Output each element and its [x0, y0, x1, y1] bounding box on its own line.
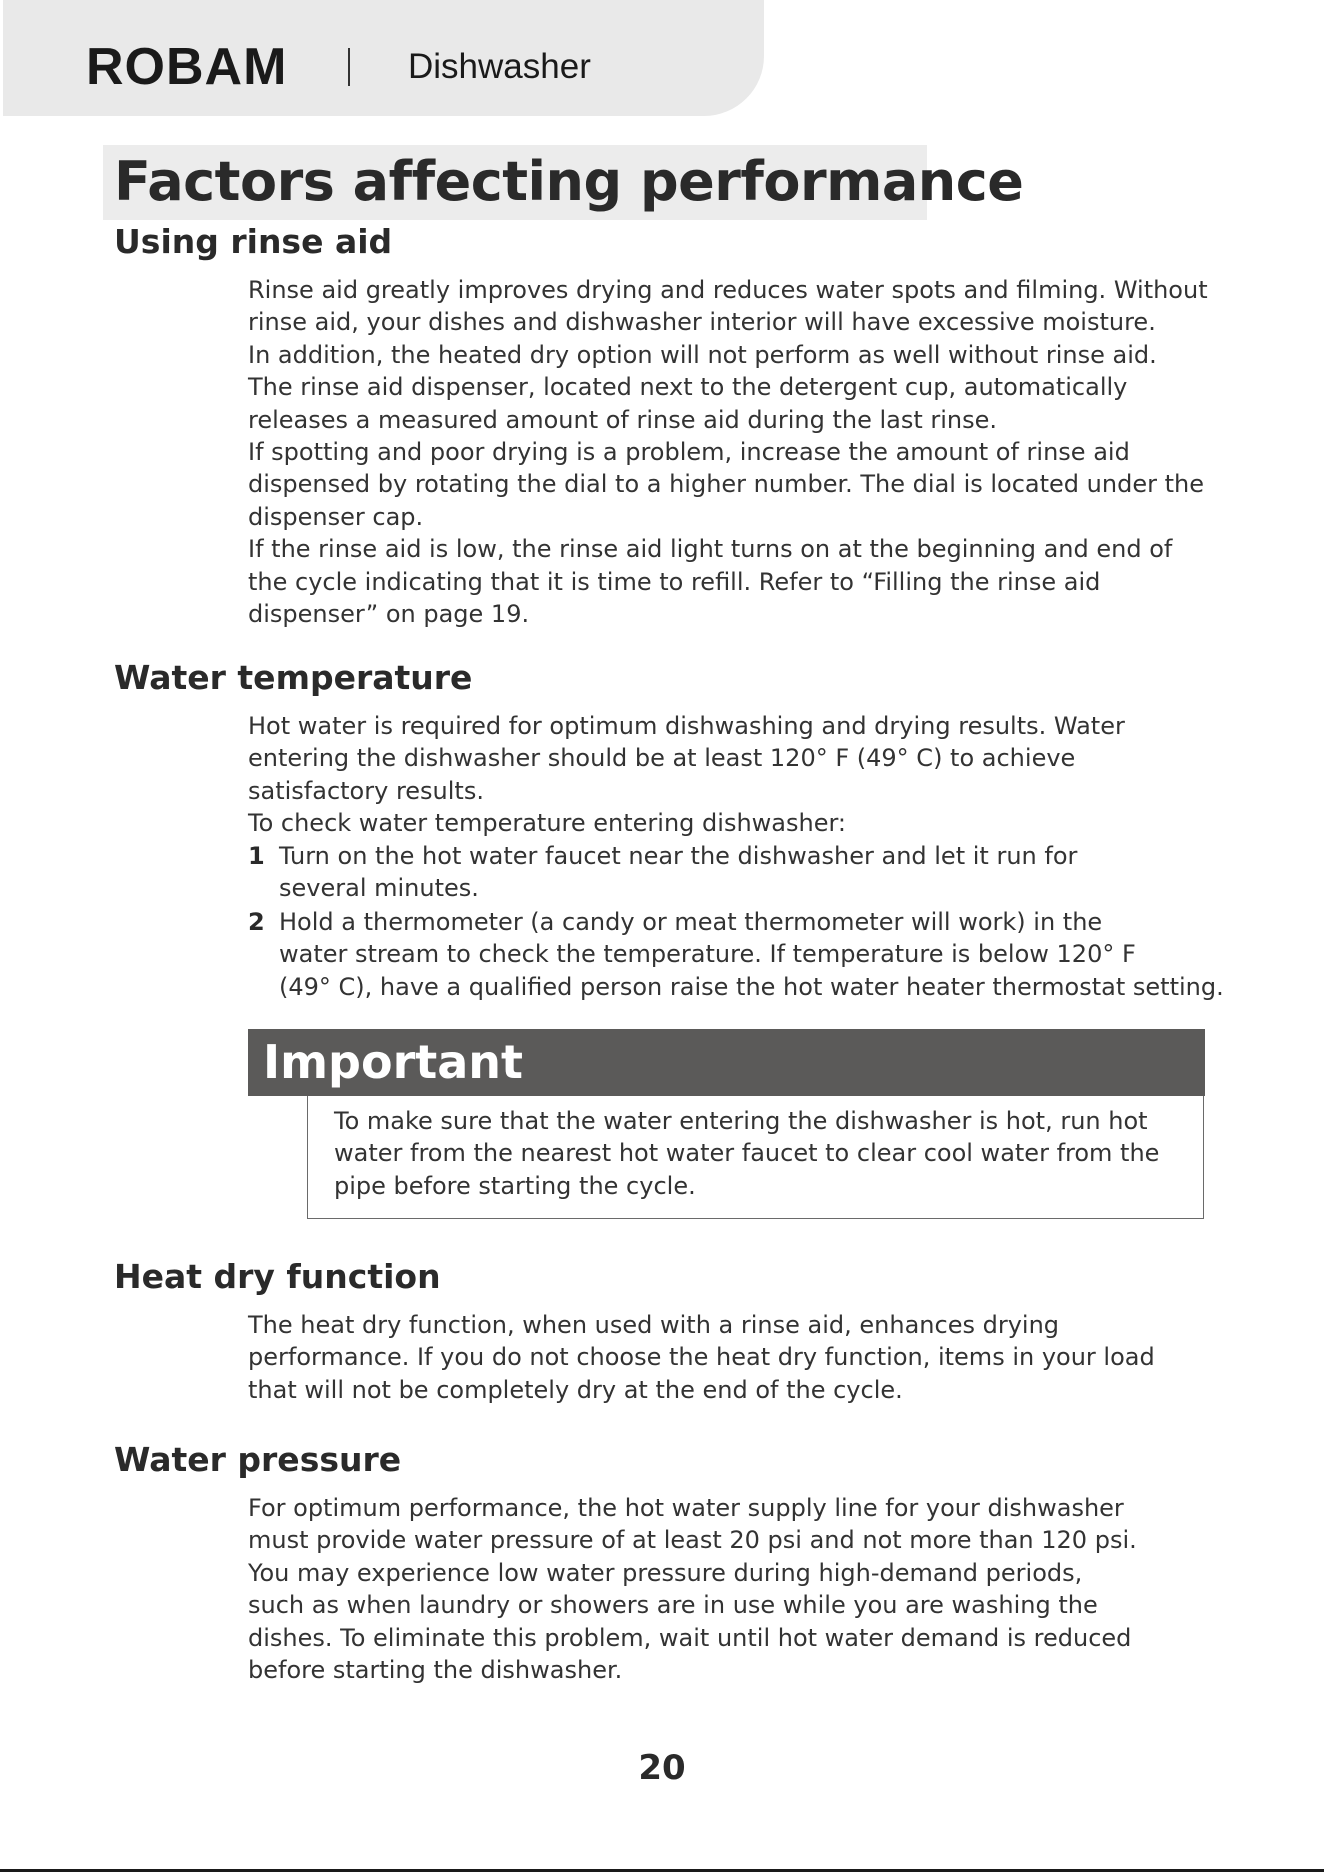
important-text [334, 1105, 1159, 1202]
section-heading-heat-dry: Heat dry function [114, 1257, 441, 1296]
text-line: satisfactory results. [248, 776, 484, 805]
text-line: (49° C), have a qualified person raise the hot water heater thermostat setting. [279, 972, 1224, 1001]
text-line: To check water temperature entering dishwasher: [248, 809, 847, 838]
text-line: rinse aid, your dishes and dishwasher interior will have excessive moisture. [248, 308, 1156, 337]
text-line: that will not be completely dry at the end of the cycle. [248, 1375, 903, 1404]
text-line: If the rinse aid is low, the rinse aid light turns on at the beginning and end of [248, 535, 1173, 564]
step-text [279, 906, 1224, 1003]
text-line: entering the dishwasher should be at least 120° F (49° C) to achieve [248, 744, 1076, 773]
heat-dry-paragraph [248, 1309, 1155, 1406]
text-line: You may experience low water pressure during high-demand periods, [248, 1558, 1083, 1587]
important-callout-body [307, 1096, 1204, 1219]
page-number: 20 [638, 1748, 686, 1788]
text-line: Hot water is required for optimum dishwashing and drying results. Water [248, 712, 1125, 740]
text-line: dispenser” on page 19. [248, 599, 530, 628]
section-heading-water-temperature: Water temperature [114, 658, 473, 697]
step-number: 1 [248, 842, 265, 870]
text-line: Turn on the hot water faucet near the dishwasher and let it run for [279, 842, 1078, 870]
text-line: pipe before starting the cycle. [334, 1171, 696, 1200]
text-line: Hold a thermometer (a candy or meat thermometer will work) in the [279, 908, 1103, 936]
header-divider [348, 48, 350, 86]
step-number: 2 [248, 908, 265, 936]
text-line: In addition, the heated dry option will not perform as well without rinse aid. [248, 340, 1157, 369]
rinse-aid-paragraph [248, 274, 1208, 630]
text-line: performance. If you do not choose the heat dry function, items in your load [248, 1343, 1155, 1372]
text-line: before starting the dishwasher. [248, 1655, 623, 1684]
brand-logo: ROBAM [86, 38, 288, 96]
page-title: Factors affecting performance [114, 150, 1024, 213]
text-line: releases a measured amount of rinse aid during the last rinse. [248, 405, 998, 434]
text-line: Rinse aid greatly improves drying and reduces water spots and filming. Without [248, 276, 1208, 304]
text-line: dispenser cap. [248, 502, 424, 531]
step-text [279, 840, 1077, 905]
text-line: water from the nearest hot water faucet to clear cool water from the [334, 1139, 1160, 1168]
section-heading-rinse-aid: Using rinse aid [114, 222, 393, 261]
water-temperature-paragraph [248, 710, 1125, 840]
text-line: such as when laundry or showers are in use while you are washing the [248, 1591, 1098, 1620]
text-line: water stream to check the temperature. If temperature is below 120° F [279, 940, 1136, 969]
text-line: To make sure that the water entering the dishwasher is hot, run hot [334, 1107, 1148, 1135]
text-line: the cycle indicating that it is time to refill. Refer to “Filling the rinse aid [248, 567, 1101, 596]
text-line: If spotting and poor drying is a problem, increase the amount of rinse aid [248, 437, 1130, 466]
text-line: The rinse aid dispenser, located next to the detergent cup, automatically [248, 373, 1128, 402]
text-line: For optimum performance, the hot water supply line for your dishwasher [248, 1494, 1124, 1522]
text-line: dispensed by rotating the dial to a higher number. The dial is located under the [248, 470, 1204, 499]
header-product-name: Dishwasher [408, 47, 591, 86]
important-title: Important [263, 1035, 524, 1089]
section-heading-water-pressure: Water pressure [114, 1440, 402, 1479]
text-line: dishes. To eliminate this problem, wait until hot water demand is reduced [248, 1623, 1132, 1652]
important-callout-header [248, 1029, 1205, 1096]
text-line: several minutes. [279, 874, 479, 903]
water-pressure-paragraph [248, 1492, 1137, 1686]
text-line: must provide water pressure of at least 20 psi and not more than 120 psi. [248, 1526, 1137, 1555]
text-line: The heat dry function, when used with a rinse aid, enhances drying [248, 1311, 1060, 1339]
